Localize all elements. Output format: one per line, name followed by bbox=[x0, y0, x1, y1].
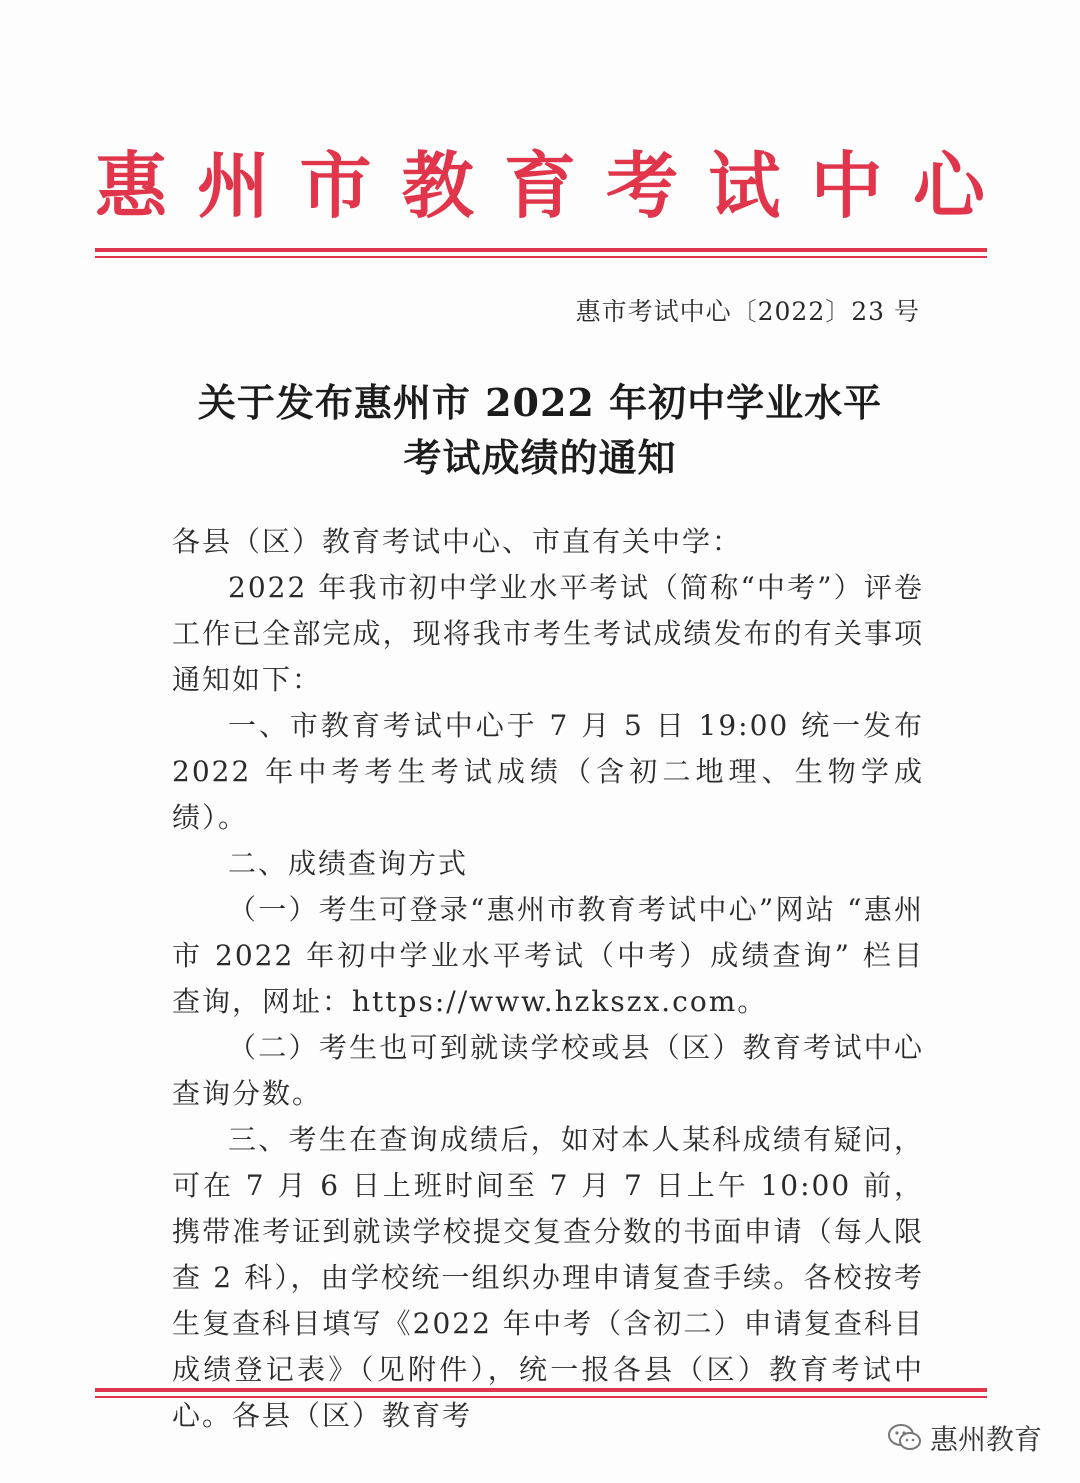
org-header-char: 试 bbox=[708, 143, 781, 228]
org-header-char: 考 bbox=[606, 143, 679, 228]
salutation: 各县（区）教育考试中心、市直有关中学： bbox=[172, 525, 743, 558]
body-paragraph: 2022 年我市初中学业水平考试（简称“中考”）评卷工作已全部完成，现将我市考生考试成绩发布的有关事项通知如下： bbox=[172, 571, 924, 696]
org-header-char: 中 bbox=[810, 143, 883, 228]
footer-divider bbox=[95, 1388, 987, 1398]
document-title-line-2: 考试成绩的通知 bbox=[403, 435, 677, 480]
org-header-char: 惠 bbox=[95, 143, 168, 228]
org-header-char: 教 bbox=[401, 143, 474, 228]
body-paragraph: （一）考生可登录“惠州市教育考试中心”网站 “惠州市 2022 年初中学业水平考试（中考）成绩查询” 栏目查询，网址：https://www.hzkszx.com。 bbox=[172, 893, 924, 1018]
org-header-char: 育 bbox=[503, 143, 576, 228]
org-header-char: 市 bbox=[299, 143, 372, 228]
org-header-char: 州 bbox=[197, 143, 270, 228]
org-header-char: 心 bbox=[912, 143, 985, 228]
watermark bbox=[888, 1418, 1042, 1458]
body-paragraph: 二、成绩查询方式 bbox=[228, 847, 469, 880]
body-paragraph: 一、市教育考试中心于 7 月 5 日 19:00 统一发布 2022 年中考考生考试成绩（含初二地理、生物学成绩）。 bbox=[172, 709, 924, 834]
body-paragraph: 三、考生在查询成绩后，如对本人某科成绩有疑问，可在 7 月 6 日上班时间至 7 月 7 日上午 10:00 前，携带准考证到就读学校提交复查分数的书面申请（每人限查 2 科），由学校统一组织办理申请复查手续。各校按考生复查科目填写《2022 年中考（含初二）申请复查科目成绩登记表》（见附件），统一报各县（区）教育考试中心。各县（区）教育考 bbox=[172, 1123, 924, 1432]
document-number: 惠市考试中心〔2022〕23 号 bbox=[575, 297, 920, 326]
body-paragraph: （二）考生也可到就读学校或县（区）教育考试中心查询分数。 bbox=[172, 1031, 924, 1110]
document-title-line-1: 关于发布惠州市 2022 年初中学业水平 bbox=[197, 380, 883, 425]
watermark-label: 惠州教育 bbox=[929, 1423, 1042, 1456]
header-divider bbox=[95, 248, 987, 258]
document-body bbox=[172, 519, 924, 1439]
wechat-icon bbox=[888, 1423, 922, 1453]
org-header bbox=[95, 135, 985, 228]
